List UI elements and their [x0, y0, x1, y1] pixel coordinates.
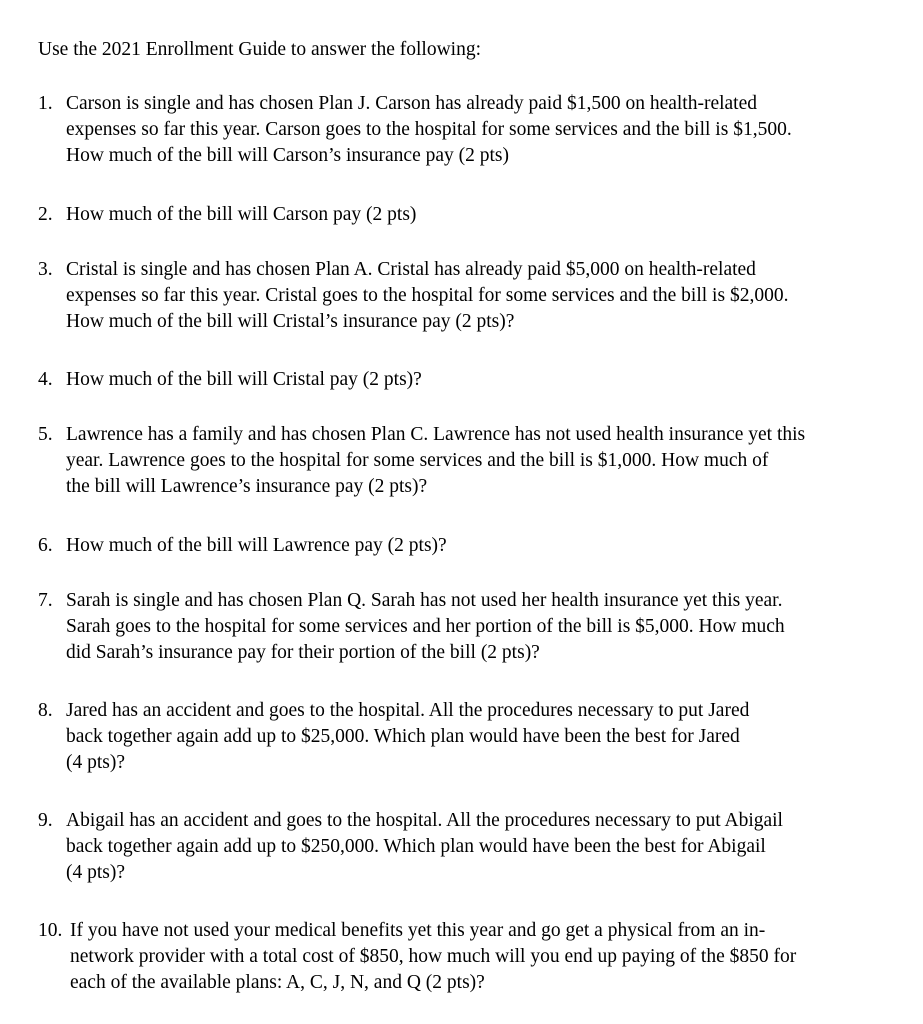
question-line: expenses so far this year. Carson goes to the hospital for some services and the bill is $1,500.	[66, 119, 792, 140]
question-10	[38, 918, 908, 996]
question-number: 10.	[38, 920, 63, 941]
question-line: How much of the bill will Carson pay (2 pts)	[66, 204, 417, 225]
question-line: Carson is single and has chosen Plan J. Carson has already paid $1,500 on health-related	[66, 93, 758, 114]
question-line: the bill will Lawrence’s insurance pay (2 pts)?	[66, 476, 428, 497]
question-6	[38, 533, 908, 559]
question-text	[66, 91, 908, 169]
question-number: 2.	[38, 204, 53, 225]
question-1	[38, 91, 908, 169]
question-number: 4.	[38, 369, 53, 390]
question-number: 1.	[38, 93, 53, 114]
question-number: 3.	[38, 259, 53, 280]
question-text	[66, 533, 908, 559]
question-line: How much of the bill will Carson’s insurance pay (2 pts)	[66, 145, 510, 166]
question-number: 5.	[38, 424, 53, 445]
question-text	[66, 202, 908, 228]
question-5	[38, 422, 908, 500]
question-text	[66, 367, 908, 393]
question-line: did Sarah’s insurance pay for their portion of the bill (2 pts)?	[66, 642, 540, 663]
question-line: How much of the bill will Lawrence pay (2 pts)?	[66, 535, 447, 556]
question-line: Sarah is single and has chosen Plan Q. Sarah has not used her health insurance yet this year.	[66, 590, 783, 611]
question-text	[70, 918, 908, 996]
question-number: 6.	[38, 535, 53, 556]
question-2	[38, 202, 908, 228]
question-line: Abigail has an accident and goes to the hospital. All the procedures necessary to put Abigail	[66, 810, 783, 831]
question-7	[38, 588, 908, 666]
question-line: If you have not used your medical benefits yet this year and go get a physical from an in-	[70, 920, 766, 941]
question-4	[38, 367, 908, 393]
question-line: expenses so far this year. Cristal goes to the hospital for some services and the bill is $2,000.	[66, 285, 789, 306]
question-8	[38, 698, 908, 776]
question-text	[66, 422, 908, 500]
question-line: back together again add up to $250,000. Which plan would have been the best for Abigail	[66, 836, 766, 857]
question-line: How much of the bill will Cristal pay (2 pts)?	[66, 369, 422, 390]
question-line: Sarah goes to the hospital for some services and her portion of the bill is $5,000. How much	[66, 616, 785, 637]
question-number: 9.	[38, 810, 53, 831]
question-line: each of the available plans: A, C, J, N, and Q (2 pts)?	[70, 972, 485, 993]
question-number: 8.	[38, 700, 53, 721]
question-text	[66, 588, 908, 666]
question-text	[66, 808, 908, 886]
question-line: How much of the bill will Cristal’s insurance pay (2 pts)?	[66, 311, 515, 332]
question-line: (4 pts)?	[66, 862, 126, 883]
question-line: back together again add up to $25,000. Which plan would have been the best for Jared	[66, 726, 740, 747]
question-line: (4 pts)?	[66, 752, 126, 773]
question-text	[66, 698, 908, 776]
question-3	[38, 257, 908, 335]
instructions-heading: Use the 2021 Enrollment Guide to answer the following:	[38, 39, 481, 60]
question-line: Cristal is single and has chosen Plan A. Cristal has already paid $5,000 on health-related	[66, 259, 756, 280]
question-line: year. Lawrence goes to the hospital for some services and the bill is $1,000. How much of	[66, 450, 769, 471]
question-number: 7.	[38, 590, 53, 611]
question-text	[66, 257, 908, 335]
question-line: Lawrence has a family and has chosen Plan C. Lawrence has not used health insurance yet this	[66, 424, 806, 445]
question-line: network provider with a total cost of $850, how much will you end up paying of the $850 for	[70, 946, 797, 967]
question-line: Jared has an accident and goes to the hospital. All the procedures necessary to put Jared	[66, 700, 750, 721]
question-9	[38, 808, 908, 886]
